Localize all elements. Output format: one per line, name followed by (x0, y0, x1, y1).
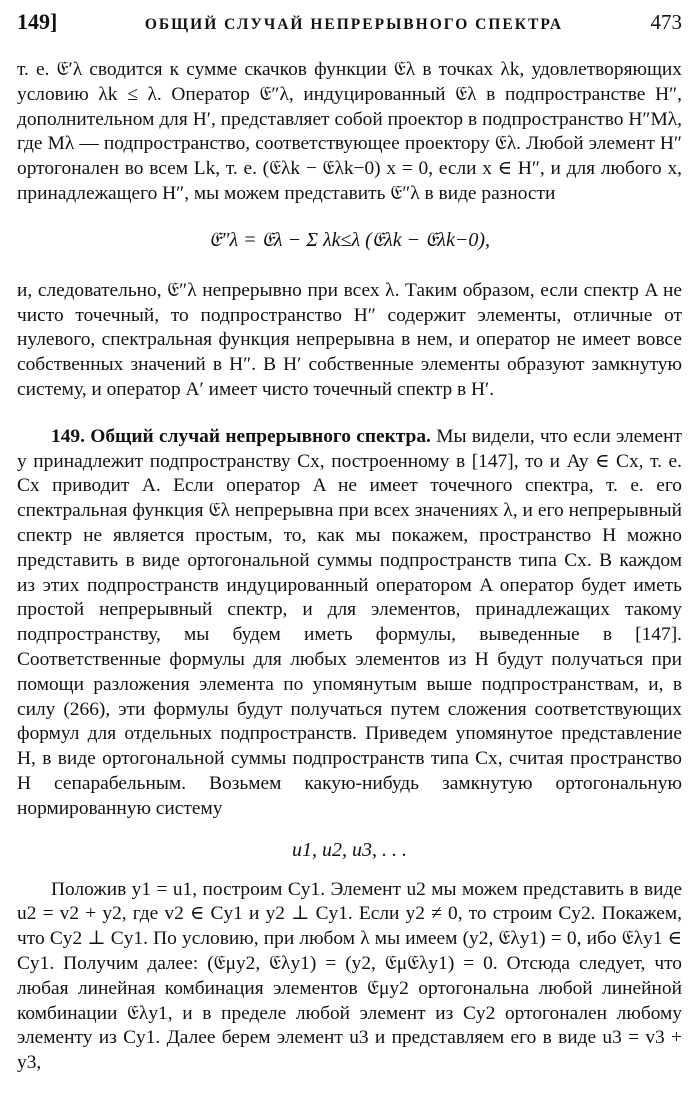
paragraph-2: и, следовательно, 𝔈″λ непрерывно при всех λ. Таким образом, если спектр A не чисто точечный, то подпространство H″ содержит элементы, отличные от нулевого, спектральная функция непрерывна в нем, и оператор не имеет вовсе собственных значений в H″. В H′ собственные элементы образуют замкнутую систему, и оператор A′ имеет чисто точечный спектр в H′. (17, 279, 682, 400)
paragraph-1: т. е. 𝔈′λ сводится к сумме скачков функции 𝔈λ в точках λk, удовлетворяющих условию λk ≤ λ. Оператор 𝔈″λ, индуцированный 𝔈λ в подпространстве H″, дополнительном для H′, представляет собой проектор в подпространство H″Mλ, где Mλ — подпространство, соответствующее проектору 𝔈λ. Любой элемент H″ ортогонален во всем Lk, т. е. (𝔈λk − 𝔈λk−0) x = 0, если x ∈ H″, и для любого x, принадлежащего H″, мы можем представить 𝔈″λ в виде разности (17, 59, 682, 204)
formula-difference: 𝔈″λ = 𝔈λ − Σ λk≤λ (𝔈λk − 𝔈λk−0), (208, 228, 491, 251)
paragraph-3 (17, 425, 682, 822)
paragraph-4: Положив y1 = u1, построим Cy1. Элемент u2 мы можем представить в виде u2 = v2 + y2, где v2 ∈ Cy1 и y2 ⊥ Cy1. Если y2 ≠ 0, то строим Cy2. Покажем, что Cy2 ⊥ Cy1. По условию, при любом λ мы имеем (y2, 𝔈λy1) = 0, ибо 𝔈λy1 ∈ Cy1. Получим далее: (𝔈μy2, 𝔈λy1) = (y2, 𝔈μ𝔈λy1) = 0. Отсюда следует, что любая линейная комбинация элементов 𝔈μy2 ортогональна любой линейной комбинации 𝔈λy1, и в пределе любой элемент из Cy2 ортогонален любому элементу из Cy1. Далее берем элемент u3 и представляем его в виде u3 = v3 + y3, (17, 878, 682, 1074)
section-gap (17, 403, 682, 425)
page-number: 473 (650, 10, 682, 34)
running-title: ОБЩИЙ СЛУЧАЙ НЕПРЕРЫВНОГО СПЕКТРА (144, 16, 564, 33)
section-marker: 149] (17, 9, 58, 34)
section-title: 149. Общий случай непрерывного спектра. (51, 425, 431, 447)
paragraph-3-text: Мы видели, что если элемент y принадлежит подпространству Cx, построенному в [147], то и Ay ∈ Cx, т. е. Cx приводит A. Если оператор A не имеет точечного спектра, т. е. его спектральная функция 𝔈λ непрерывна при всех значениях λ, и его непрерывный спектр не является простым, то, как мы покажем, пространство H можно представить в виде ортогональной суммы подпространств типа Cx. В каждом из этих подпространств индуцированный оператором A оператор будет иметь простой непрерывный спектр, и для элементов, принадлежащих такому подпространству, мы будем иметь формулы, выведенные в [147]. Соответственные формулы для любых элементов из H будут получаться при помощи разложения элемента по упомянутым выше подпространствам, и, в силу (266), эти формулы будут получаться путем сложения соответствующих формул для отдельных подпространств. Приведем упомянутое представление H, в виде ортогональной суммы подпространств типа Cx, считая пространство H сепарабельным. Возьмем какую-нибудь замкнутую ортогональную нормированную систему (17, 425, 682, 819)
running-header (17, 10, 682, 42)
formula-system: u1, u2, u3, . . . (292, 838, 407, 861)
